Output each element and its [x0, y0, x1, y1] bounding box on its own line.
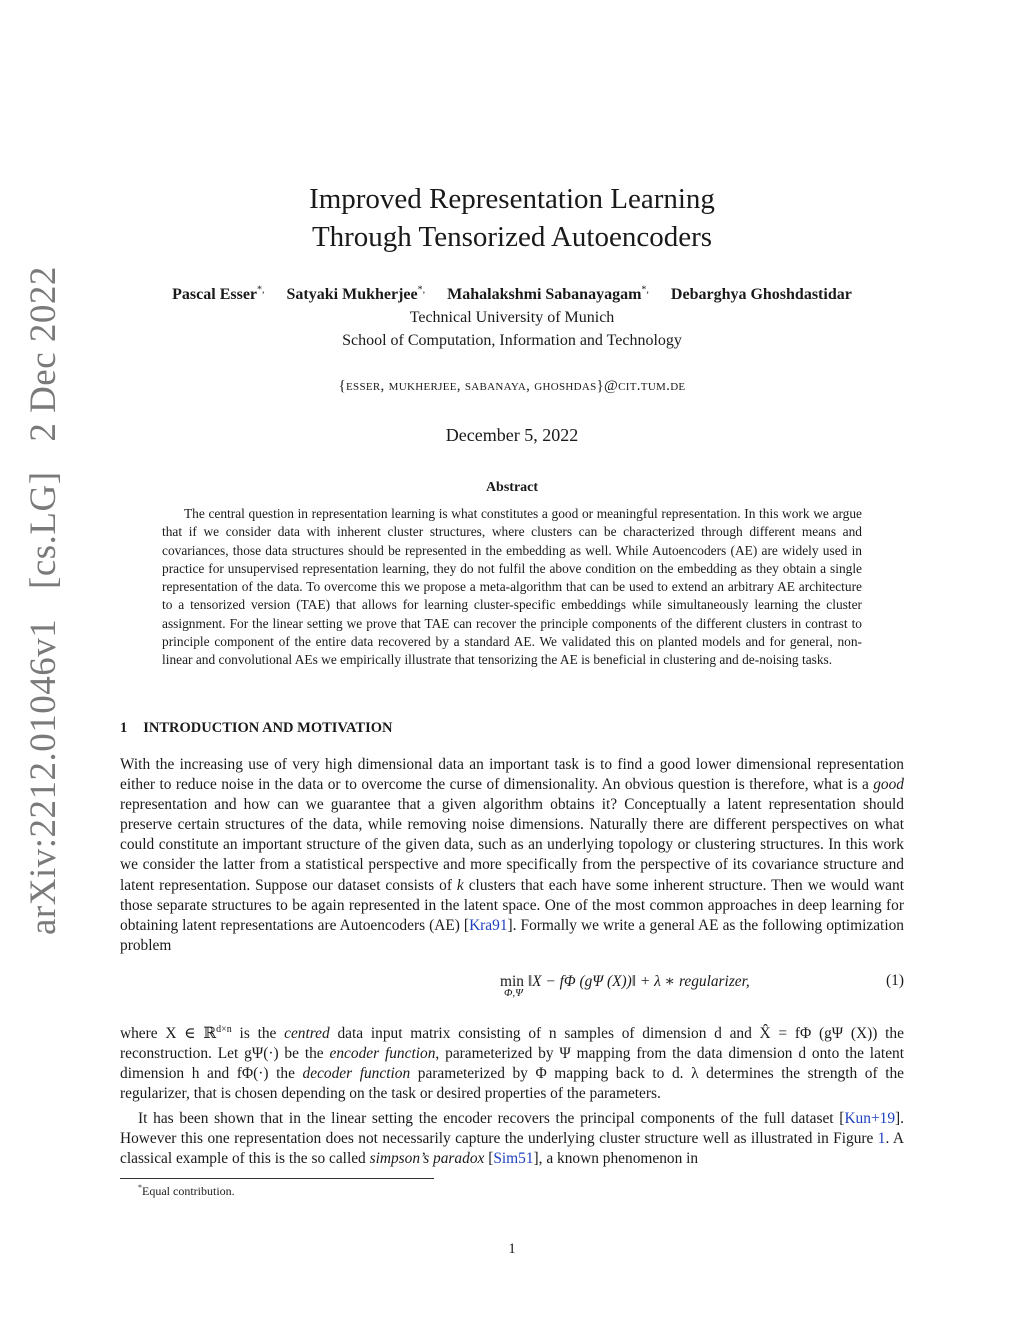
- author: Debarghya Ghoshdastidar: [670, 286, 852, 304]
- author-list: [0, 285, 1024, 304]
- title-line-2: Through Tensorized Autoencoders: [311, 221, 713, 253]
- author: Satyaki Mukherjee*,: [286, 285, 426, 304]
- intro-paragraph-3: It has been shown that in the linear setting the encoder recovers the principal components of the full dataset [Kun+19]. However this one representation does not necessarily capture the underlying cluster structure well as illustrated in Figure 1. A classical example of this is the so called simpson’s paradox [Sim51], a known phenomenon in: [120, 1110, 904, 1168]
- intro-paragraph-2: where X ∈ ℝ$^{d\times n}$ is the centred data input matrix consisting of n samples of dimension d and X̂ = fΦ (gΨ (X)) the reconstruction. Let gΨ(·) be the encoder function, parameterized by Ψ mapping from the data dimension d onto the latent dimension h and fΦ(·) the decoder function parameterized by Φ mapping back to d. λ determines the strength of the regularizer, that is chosen depending on the task or desired properties of the parameters.: [120, 1024, 905, 1103]
- equation-body: min Φ,Ψ ‖X − fΦ (gΨ (X))‖ + λ ∗ regularizer,: [500, 973, 750, 999]
- section-number: 1: [120, 720, 128, 736]
- arxiv-id: arXiv:2212.01046v1: [23, 618, 64, 935]
- abstract-heading: Abstract: [485, 480, 539, 495]
- figure-link[interactable]: 1: [877, 1130, 886, 1148]
- arxiv-date: 2 Dec 2022: [23, 266, 64, 442]
- author: Pascal Esser*,: [172, 285, 265, 304]
- paper-title: [0, 180, 1024, 256]
- intro-paragraph-1: With the increasing use of very high dimensional data an important task is to find a good lower dimensional representation either to reduce noise in the data or to overcome the curse of dimensionality. An obvious question is therefore, what is a good representation and how can we guarantee that a given algorithm obtains it? Conceptually a latent representation should preserve certain structures of the data, while removing noise dimensions. Naturally there are different perspectives on what could constitute an important structure of the given data, such as an underlying topology or clustering structures. In this work we consider the latter from a statistical perspective and more specifically from the perspective of its covariance structure and latent representation. Suppose our dataset consists of k clusters that each have some inherent structure. Then we would want those separate structures to be again represented in the latent space. One of the most common approaches in deep learning for obtaining latent representations are Autoencoders (AE) [Kra91]. Formally we write a general AE as the following optimization problem: [120, 756, 905, 954]
- equation-number: (1): [886, 972, 904, 989]
- footnote: *Equal contribution.: [138, 1183, 235, 1198]
- citation-link[interactable]: Kra91: [469, 916, 508, 934]
- section-heading: [120, 720, 392, 737]
- affiliation-school: School of Computation, Information and Technology: [342, 332, 682, 349]
- citation-link[interactable]: Kun+19: [844, 1110, 896, 1127]
- title-line-1: Improved Representation Learning: [309, 183, 715, 215]
- affiliation-university: Technical University of Munich: [409, 309, 615, 326]
- footnote-divider: [120, 1178, 434, 1179]
- section-title: INTRODUCTION AND MOTIVATION: [143, 720, 393, 736]
- author: Mahalakshmi Sabanayagam*,: [447, 285, 649, 304]
- citation-link[interactable]: Sim51: [493, 1150, 534, 1168]
- author-emails[interactable]: {esser, mukherjee, sabanaya, ghoshdas}@cit.tum.de: [338, 378, 686, 394]
- paper-date: December 5, 2022: [445, 425, 579, 445]
- arxiv-category: [cs.LG]: [23, 471, 64, 589]
- abstract-text: The central question in representation learning is what constitutes a good or meaningful representation. In this work we argue that if we consider data with inherent cluster structures, where clusters can be characterized through different means and covariances, those data structures should be represented in the embedding as well. While Autoencoders (AE) are widely used in practice for unsupervised representation learning, they do not fulfil the above condition on the embedding as they obtain a single representation of the data. To overcome this we propose a meta-algorithm that can be used to extend an arbitrary AE architecture to a tensorized version (TAE) that allows for learning cluster-specific embeddings while simultaneously learning the cluster assignment. For the linear setting we prove that TAE can recover the principle components of the different clusters in contrast to principle component of the entire data recovered by a standard AE. We validated this on planted models and for general, non-linear and convolutional AEs we empirically illustrate that tensorizing the AE is beneficial in clustering and de-noising tasks.: [162, 506, 862, 668]
- equation-1: [120, 972, 904, 1002]
- page-number: 1: [508, 1241, 516, 1257]
